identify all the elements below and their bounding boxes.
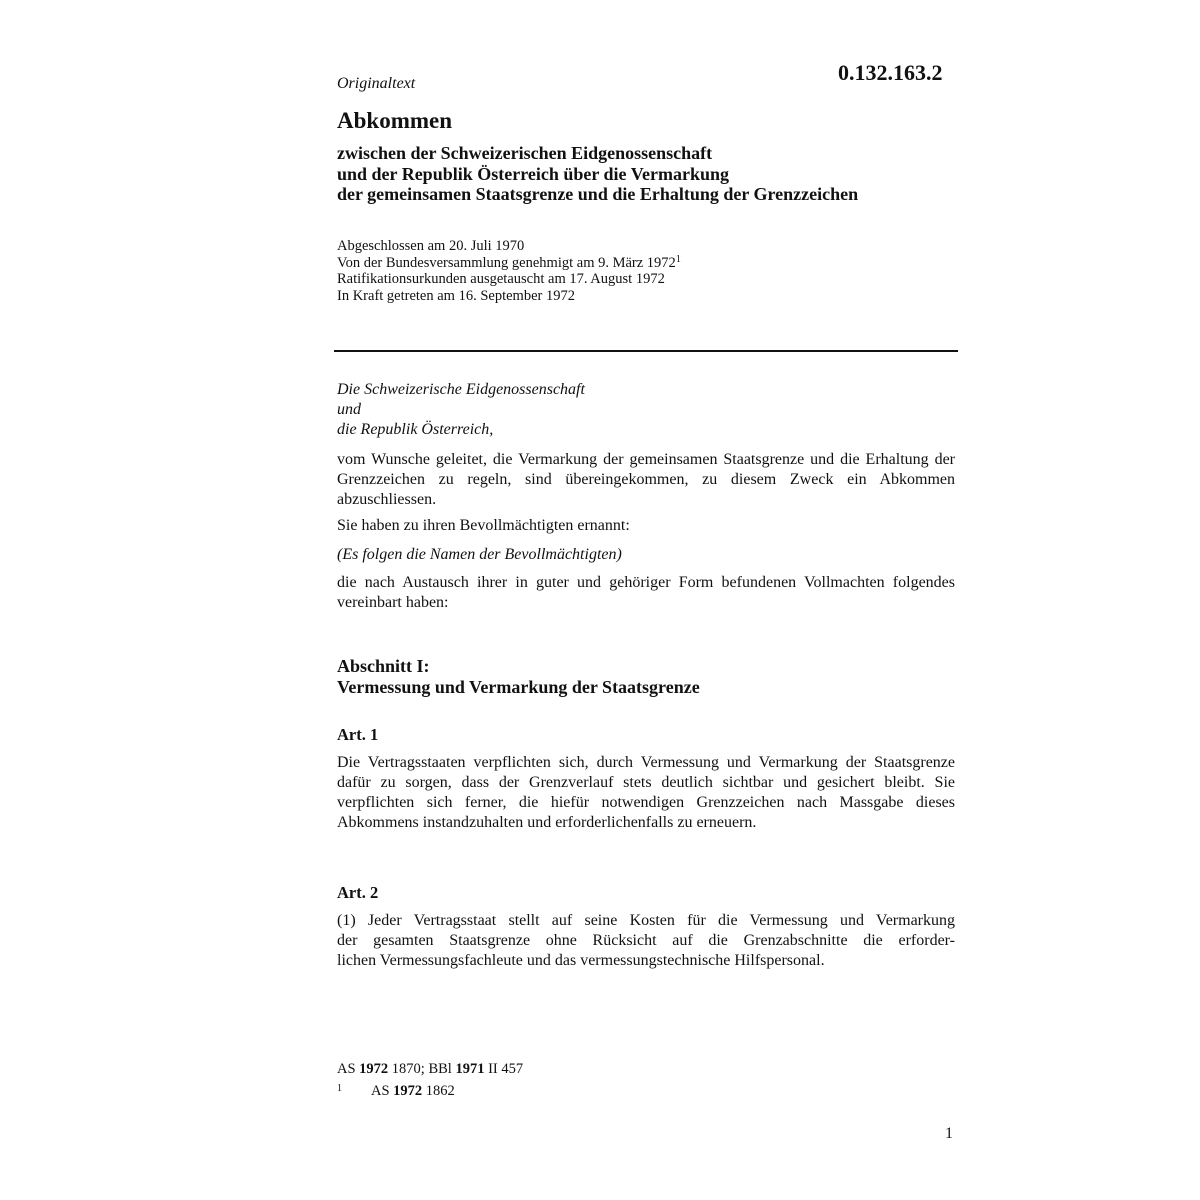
- preamble-paragraph-4: die nach Austausch ihrer in guter und gehöriger Form befundenen Vollmachten folgendes vereinbart haben:: [337, 574, 955, 611]
- source-note: [337, 1060, 523, 1079]
- footnote-1-as: AS: [371, 1083, 390, 1099]
- party-switzerland: Die Schweizerische Eidgenossenschaft: [337, 381, 585, 398]
- paragraph-label: (1): [337, 912, 356, 929]
- footnote-ref-1[interactable]: 1: [675, 253, 681, 265]
- document-title: Abkommen: [337, 108, 453, 133]
- subtitle-line: und der Republik Österreich über die Vermarkung: [337, 163, 730, 184]
- section-1-title: Vermessung und Vermarkung der Staatsgrenze: [337, 677, 700, 697]
- in-force-date: In Kraft getreten am 16. September 1972: [337, 287, 575, 304]
- article-2-text: [337, 911, 955, 971]
- article-2-heading: Art. 2: [337, 883, 379, 902]
- dates-block: [337, 238, 681, 304]
- preamble-paragraph-2: Sie haben zu ihren Bevollmächtigten ernannt:: [337, 517, 630, 534]
- footnote-1: [337, 1079, 523, 1101]
- party-austria: die Republik Österreich,: [337, 421, 494, 438]
- subtitle-line: zwischen der Schweizerischen Eidgenossenschaft: [337, 143, 713, 163]
- source-as: AS: [337, 1061, 356, 1077]
- source-bbl-page: II 457: [488, 1061, 524, 1077]
- preamble-parties: [337, 380, 955, 440]
- page-number: 1: [945, 1125, 953, 1142]
- section-1-heading: [337, 656, 700, 698]
- approved-text: Von der Bundesversammlung genehmigt am 9. März 1972: [337, 254, 676, 271]
- document-subtitle: [337, 143, 858, 205]
- preamble-paragraph-3: (Es folgen die Namen der Bevollmächtigten): [337, 546, 622, 563]
- ratified-date: Ratifikationsurkunden ausgetauscht am 17. August 1972: [337, 271, 665, 287]
- footnotes: [337, 1060, 523, 1101]
- subtitle-line: der gemeinsamen Staatsgrenze und die Erhaltung der Grenzzeichen: [337, 184, 859, 204]
- source-bbl-year: 1971: [455, 1061, 485, 1077]
- article-1-heading: Art. 1: [337, 725, 379, 744]
- concluded-date: Abgeschlossen am 20. Juli 1970: [337, 238, 525, 254]
- article-2-line-3: lichen Vermessungsfachleute und das vermessungstechnische Hilfspersonal.: [337, 952, 825, 969]
- original-text-label: Originaltext: [337, 75, 416, 92]
- preamble-paragraph-1: vom Wunsche geleitet, die Vermarkung der gemeinsamen Staatsgrenze und die Erhaltung der Grenzzeichen zu regeln, sind übereingekommen, zu diesem Zweck ein Abkommen abzuschliessen.: [337, 451, 955, 508]
- source-as-year: 1972: [359, 1061, 389, 1077]
- separator-rule: [334, 350, 958, 352]
- section-1-label: Abschnitt I:: [337, 656, 430, 676]
- source-as-page: 1870; BBl: [391, 1061, 452, 1077]
- approved-date: [337, 255, 681, 272]
- footnote-1-page: 1862: [425, 1083, 455, 1099]
- article-2-line-2: der gesamten Staatsgrenze ohne Rücksicht auf die Grenzabschnitte die erforder-: [337, 932, 955, 949]
- article-1-text: Die Vertragsstaaten verpflichten sich, durch Vermessung und Vermarkung der Staatsgrenze dafür zu sorgen, dass der Grenzverlauf stets deutlich sichtbar und gesichert bleibt. Sie verpflichten sich ferner, die hiefür notwendigen Grenzzeichen nach Massgabe dieses Abkommens instandzuhalten und erforderlichenfalls zu erneuern.: [337, 754, 955, 831]
- footnote-1-year: 1972: [393, 1083, 423, 1099]
- article-2-line: [337, 911, 955, 931]
- document-number: 0.132.163.2: [838, 60, 943, 85]
- footnote-1-mark: 1: [337, 1083, 342, 1094]
- party-and: und: [337, 401, 361, 418]
- article-2-line-1: Jeder Vertragsstaat stellt auf seine Kosten für die Vermessung und Vermarkung: [367, 912, 955, 929]
